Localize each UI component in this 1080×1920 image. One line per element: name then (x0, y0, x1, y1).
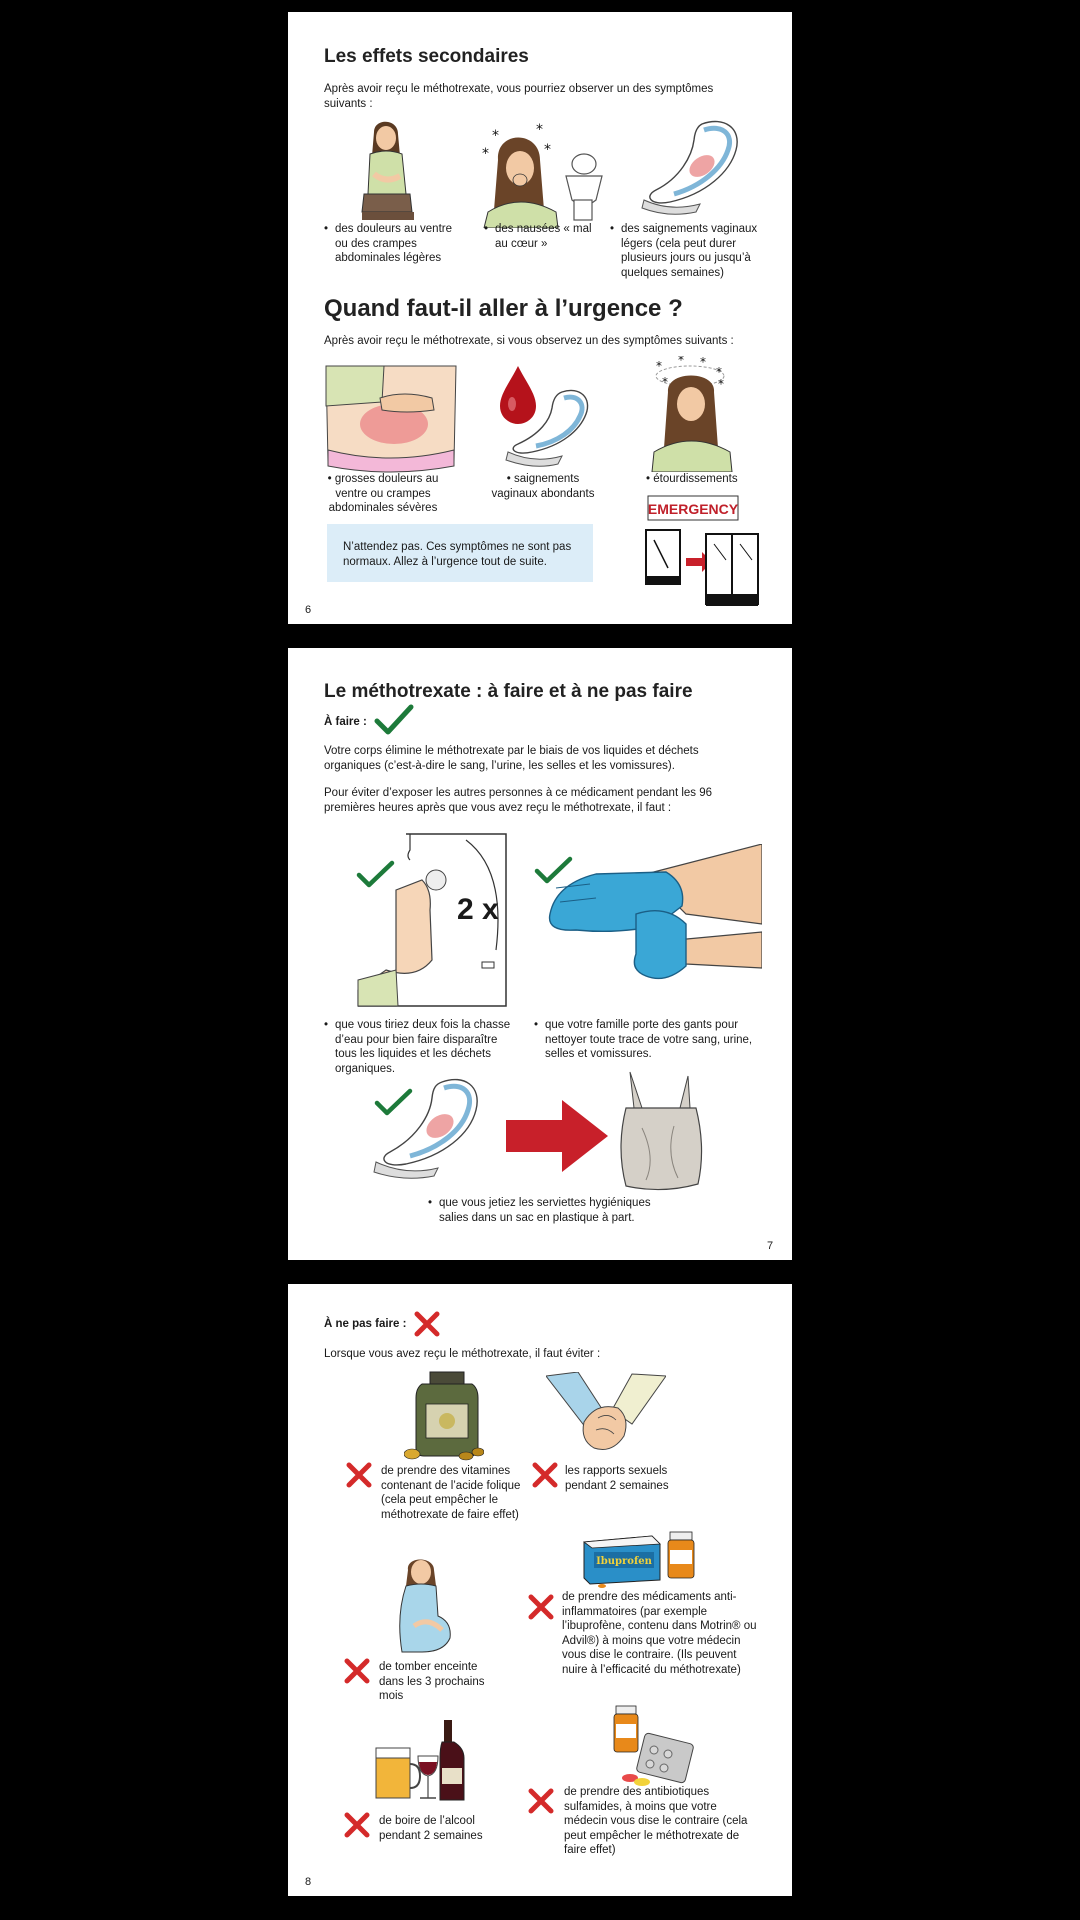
go-to-emergency-callout: N’attendez pas. Ces symptômes ne sont pas normaux. Allez à l’urgence tout de suite. (327, 524, 593, 582)
page-7 (288, 648, 792, 1260)
side-effects-title: Les effets secondaires (324, 46, 529, 67)
severe-belly-pain-illustration (324, 362, 458, 474)
flush-count-label: 2 x (457, 893, 499, 926)
svg-text:*: * (482, 146, 489, 162)
check-icon (356, 860, 396, 890)
do-label: À faire : (324, 716, 367, 728)
dont-item-alcohol: de boire de l’alcool pendant 2 semaines (379, 1815, 483, 1842)
side-effects-intro: Après avoir reçu le méthotrexate, vous pourriez observer un des symptômes suivants : (324, 83, 714, 110)
cross-icon (532, 1462, 558, 1488)
alcohol-illustration (372, 1718, 468, 1804)
page-6 (288, 12, 792, 624)
elimination-paragraph: Votre corps élimine le méthotrexate par le biais de vos liquides et déchets organiques (c’est-à-dire le sang, l’urine, les selles et les vomissures). (324, 745, 699, 772)
page-number: 8 (305, 1876, 312, 1888)
pregnant-woman-illustration (392, 1556, 456, 1654)
svg-text:*: * (700, 356, 706, 369)
emergency-intro: Après avoir reçu le méthotrexate, si vous observez un des symptômes suivants : (324, 335, 734, 347)
do-item-flush: • que vous tiriez deux fois la chasse d’eau pour bien faire disparaître tous les liquides et les déchets organiques. (324, 1019, 511, 1075)
cross-icon (344, 1658, 370, 1684)
dont-item-sex: les rapports sexuels pendant 2 semaines (565, 1465, 669, 1492)
dont-item-antibiotics: de prendre des antibiotiques sulfamides, à moins que votre médecin vous dise le contraire (cela peut empêcher le méthotrexate de faire effet) (564, 1786, 748, 1856)
check-icon (374, 704, 414, 736)
plastic-bag-illustration (616, 1068, 706, 1192)
do-item-gloves: • que votre famille porte des gants pour nettoyer toute trace de votre sang, urine, selles et vomissures. (534, 1019, 753, 1060)
svg-text:*: * (656, 359, 662, 373)
urgent-symptom-1: • grosses douleurs au ventre ou crampes abdominales sévères (327, 473, 439, 514)
svg-text:*: * (718, 377, 724, 391)
pad-light-bleeding-illustration (640, 116, 750, 216)
svg-text:*: * (678, 356, 684, 367)
page-number: 6 (305, 604, 312, 616)
side-effect-item-2: • des nausées « mal au cœur » (484, 223, 592, 250)
red-arrow-icon (506, 1100, 608, 1172)
cross-icon (528, 1788, 554, 1814)
page-8 (288, 1284, 792, 1896)
cross-icon (414, 1311, 440, 1337)
check-icon (534, 856, 574, 886)
heavy-bleeding-illustration (488, 362, 600, 468)
check-icon (374, 1088, 414, 1118)
urgent-symptom-3: • étourdissements (646, 473, 738, 485)
dont-item-vitamins: de prendre des vitamines contenant de l’acide folique (cela peut empêcher le méthotrexate de faire effet) (381, 1465, 521, 1521)
side-effect-item-1: • des douleurs au ventre ou des crampes abdominales légères (324, 223, 452, 264)
vitamins-illustration (404, 1368, 484, 1462)
side-effect-item-3: • des saignements vaginaux légers (cela peut durer plusieurs jours ou jusqu’à quelques semaines) (610, 223, 758, 279)
svg-text:*: * (544, 142, 551, 158)
svg-text:*: * (536, 122, 543, 138)
cross-icon (346, 1462, 372, 1488)
emergency-door-illustration (644, 494, 764, 616)
page-number: 7 (767, 1240, 774, 1252)
emergency-sign-text: EMERGENCY (647, 501, 739, 517)
ibuprofen-illustration (582, 1528, 696, 1588)
dont-item-pregnancy: de tomber enceinte dans les 3 prochains mois (379, 1661, 485, 1702)
dos-donts-title: Le méthotrexate : à faire et à ne pas faire (324, 681, 693, 702)
urgent-symptom-2: • saignements vaginaux abondants (491, 473, 595, 500)
antibiotics-illustration (610, 1704, 694, 1786)
exposure-paragraph: Pour éviter d’exposer les autres personnes à ce médicament pendant les 96 premières heures après que vous avez reçu le méthotrexate, il faut : (324, 787, 713, 814)
svg-text:*: * (716, 365, 722, 379)
dont-item-anti-inflammatories: de prendre des médicaments anti-inflammatoires (par exemple l’ibuprofène, contenu dans Motrin® ou Advil®) à moins que votre médecin vous dise le contraire. (Ils peuvent nuire à l’efficacité du méthotrexate) (562, 1591, 757, 1676)
cross-icon (528, 1594, 554, 1620)
belly-pain-illustration (348, 114, 428, 226)
holding-hands-illustration (546, 1372, 666, 1458)
dont-label: À ne pas faire : (324, 1318, 407, 1330)
nausea-illustration (474, 120, 604, 228)
ibuprofen-box-text: Ibuprofen (596, 1556, 652, 1567)
svg-text:*: * (662, 375, 668, 389)
avoid-intro: Lorsque vous avez reçu le méthotrexate, il faut éviter : (324, 1348, 601, 1360)
cross-icon (344, 1812, 370, 1838)
emergency-title: Quand faut-il aller à l’urgence ? (324, 295, 683, 322)
svg-text:*: * (492, 128, 499, 144)
dizziness-illustration (646, 356, 742, 472)
flush-twice-illustration (356, 830, 516, 1010)
do-item-pads: • que vous jetiez les serviettes hygiéniques salies dans un sac en plastique à part. (428, 1197, 651, 1224)
